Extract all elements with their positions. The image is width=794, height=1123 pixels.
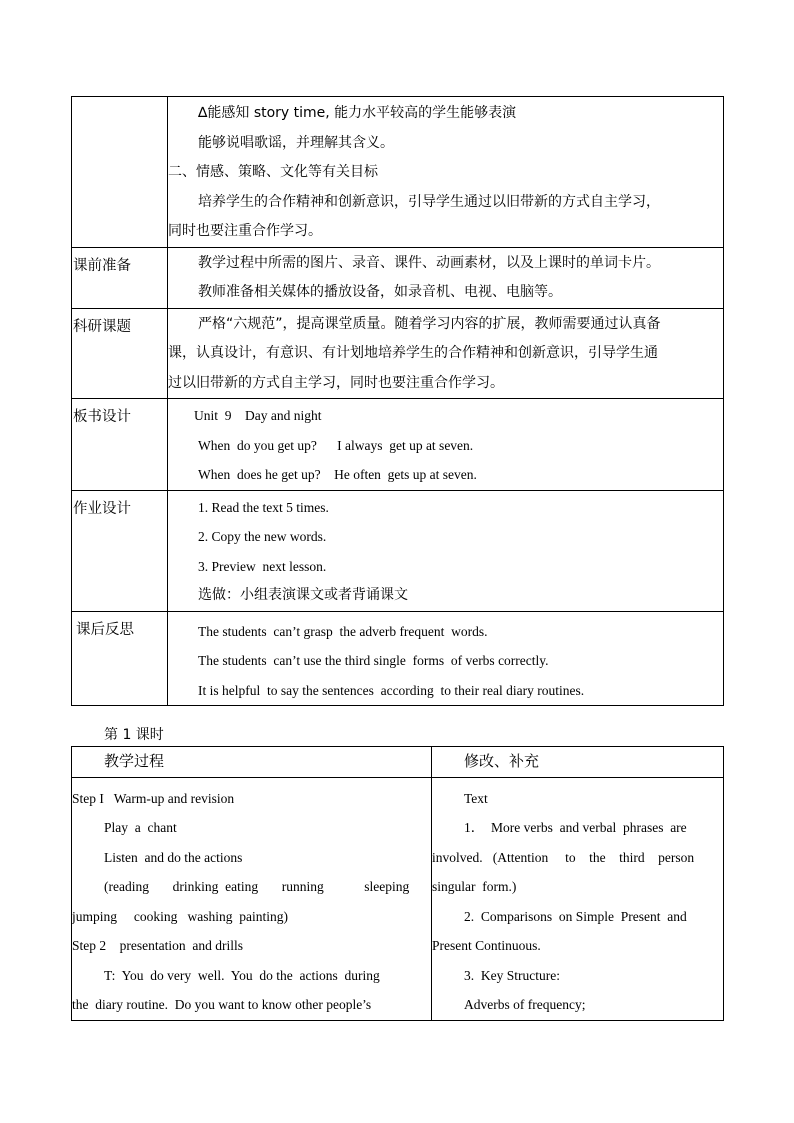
revision-header: 修改、补充 bbox=[464, 752, 540, 770]
lesson-heading: 第 1 课时 bbox=[104, 727, 164, 743]
process-line-1: Step I Warm-up and revision bbox=[72, 790, 235, 806]
teaching-process-table bbox=[71, 746, 724, 1021]
research-label: 科研课题 bbox=[73, 318, 131, 335]
objective-line-3: 培养学生的合作精神和创新意识，引导学生通过以旧带新的方式自主学习， bbox=[198, 193, 660, 210]
research-line-3: 过以旧带新的方式自主学习，同时也要注重合作学习。 bbox=[168, 374, 504, 391]
objective-heading: 二、情感、策略、文化等有关目标 bbox=[168, 164, 378, 180]
process-line-4: (reading drinking eating running sleeping bbox=[104, 879, 410, 894]
objective-line-2: 能够说唱歌谣，并理解其含义。 bbox=[198, 134, 394, 151]
table-row bbox=[72, 777, 724, 1020]
row-label-cell bbox=[72, 611, 168, 706]
supplement-line-1: Text bbox=[464, 790, 488, 806]
homework-line-3: 3. Preview next lesson. bbox=[198, 558, 327, 574]
preparation-label: 课前准备 bbox=[73, 257, 131, 274]
supplement-cell bbox=[432, 777, 724, 1020]
table-row bbox=[72, 490, 724, 611]
board-line-2: When do you get up? I always get up at seven. bbox=[198, 437, 474, 453]
supplement-line-6: Present Continuous. bbox=[432, 938, 541, 953]
process-line-7: T: You do very well. You do the actions during bbox=[104, 967, 380, 983]
header-cell-left bbox=[72, 747, 432, 778]
objectives-cell bbox=[168, 97, 724, 248]
process-line-5: jumping cooking washing painting) bbox=[72, 908, 288, 924]
row-label-cell bbox=[72, 399, 168, 491]
objective-line-1: ∆能感知 story time, 能力水平较高的学生能够表演 bbox=[198, 105, 517, 121]
table-header-row bbox=[72, 747, 724, 778]
row-label-cell bbox=[72, 490, 168, 611]
objective-line-4: 同时也要注重合作学习。 bbox=[168, 223, 322, 239]
preparation-line-1: 教学过程中所需的图片、录音、课件、动画素材，以及上课时的单词卡片。 bbox=[198, 254, 660, 271]
preparation-cell bbox=[168, 247, 724, 308]
homework-cell bbox=[168, 490, 724, 611]
process-line-3: Listen and do the actions bbox=[104, 849, 243, 865]
preparation-line-2: 教师准备相关媒体的播放设备，如录音机、电视、电脑等。 bbox=[198, 284, 562, 300]
supplement-line-4: singular form.) bbox=[432, 879, 517, 894]
reflection-line-3: It is helpful to say the sentences according to their real diary routines. bbox=[198, 682, 585, 698]
supplement-line-2: 1． More verbs and verbal phrases are bbox=[464, 820, 687, 835]
board-design-label: 板书设计 bbox=[73, 409, 131, 425]
process-line-8: the diary routine. Do you want to know other people’s bbox=[72, 997, 372, 1012]
board-line-1: Unit 9 Day and night bbox=[194, 408, 322, 423]
board-design-cell bbox=[168, 399, 724, 491]
supplement-line-8: Adverbs of frequency; bbox=[464, 997, 586, 1012]
table-row bbox=[72, 308, 724, 399]
supplement-line-3: involved. (Attention to the third person bbox=[432, 849, 695, 865]
reflection-line-1: The students can’t grasp the adverb frequent words. bbox=[198, 623, 488, 639]
header-cell-right bbox=[432, 747, 724, 778]
research-cell bbox=[168, 308, 724, 399]
process-line-6: Step 2 presentation and drills bbox=[72, 938, 243, 953]
table-row bbox=[72, 247, 724, 308]
lesson-plan-table bbox=[71, 96, 724, 706]
homework-label: 作业设计 bbox=[73, 500, 131, 517]
process-line-2: Play a chant bbox=[104, 820, 177, 835]
research-line-2: 课，认真设计，有意识、有计划地培养学生的合作精神和创新意识，引导学生通 bbox=[168, 345, 658, 361]
table-row bbox=[72, 97, 724, 248]
board-line-3: When does he get up? He often gets up at seven. bbox=[198, 467, 477, 482]
reflection-label: 课后反思 bbox=[76, 621, 134, 638]
process-cell bbox=[72, 777, 432, 1020]
teaching-process-header: 教学过程 bbox=[104, 752, 165, 770]
reflection-cell bbox=[168, 611, 724, 706]
row-label-cell bbox=[72, 97, 168, 248]
supplement-line-7: 3. Key Structure: bbox=[464, 967, 560, 983]
homework-line-4: 选做：小组表演课文或者背诵课文 bbox=[198, 587, 408, 603]
supplement-line-5: 2. Comparisons on Simple Present and bbox=[464, 908, 687, 924]
row-label-cell bbox=[72, 308, 168, 399]
reflection-line-2: The students can’t use the third single forms of verbs correctly. bbox=[198, 653, 549, 668]
table-row bbox=[72, 611, 724, 706]
homework-line-2: 2. Copy the new words. bbox=[198, 529, 327, 544]
table-row bbox=[72, 399, 724, 491]
row-label-cell bbox=[72, 247, 168, 308]
research-line-1: 严格“六规范”，提高课堂质量。随着学习内容的扩展，教师需要通过认真备 bbox=[198, 315, 661, 332]
homework-line-1: 1. Read the text 5 times. bbox=[198, 499, 329, 515]
